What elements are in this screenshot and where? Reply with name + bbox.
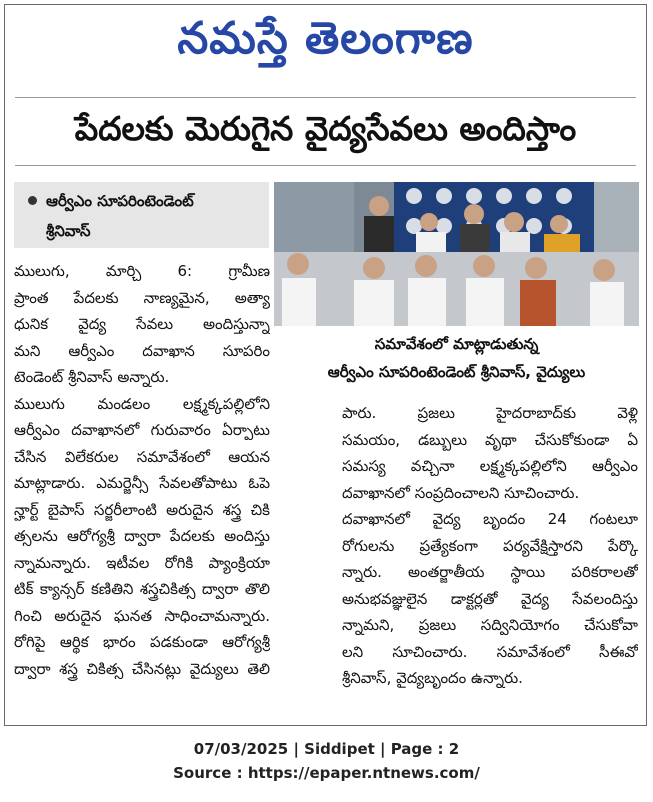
photo-caption (274, 330, 639, 386)
article-line: దవాఖానలో వైద్య బృందం 24 గంటలూ (342, 510, 638, 528)
article-line: త్సలను ఆరోగ్యశ్రీ ద్వారా పేదలకు అందిస్తు (14, 527, 270, 545)
article-line: ప్రాంత పేదలకు నాణ్యమైన, అత్యా (14, 288, 270, 307)
article-line: న్హార్ట్ బైపాస్ సర్జరీలాంటి అరుదైన శస్త్ర చికి (14, 500, 270, 519)
article-line: అనుభవజ్ఞులైన డాక్టర్లతో వైద్య సేవలందిస్తు (342, 589, 638, 608)
article-line: రోగిపై ఆర్థిక భారం పడకుండా ఆరోగ్యశ్రీ (14, 633, 270, 651)
article-line: దవాఖానలో సంప్రదించాలని సూచించారు. (342, 483, 580, 502)
masthead (5, 5, 646, 89)
source-info: Source : https://epaper.ntnews.com/ (173, 764, 480, 782)
masthead-title: నమస్తే తెలంగాణ (177, 13, 474, 64)
article-column-right (342, 400, 638, 692)
article-line: టిక్ క్యాన్సర్ కణితిని శస్త్రచికిత్స ద్వారా తొలి (14, 580, 270, 598)
article-column-left (14, 258, 270, 682)
bullet-dot (28, 196, 37, 205)
news-photo (274, 182, 639, 326)
caption-line-2: ఆర్వీఎం సూపరింటెండెంట్ శ్రీనివాస్, వైద్యులు (327, 363, 586, 381)
article-line: ఆర్వీఎం దవాఖానలో గురువారం ఏర్పాటు (14, 421, 270, 439)
article-line: ములుగు మండలం లక్ష్మక్కపల్లిలోని (14, 394, 270, 413)
article-line: ధునిక వైద్య సేవలు అందిస్తున్నా (14, 315, 270, 333)
article-line: సమయం, డబ్బులు వృథా చేసుకోకుండా ఏ (342, 430, 638, 449)
edition-info: 07/03/2025 | Siddipet | Page : 2 (193, 740, 460, 758)
subheading-text (46, 186, 194, 246)
article-line: న్నామని, ప్రజలు సద్వినియోగం చేసుకోవా (342, 616, 638, 634)
article-line: మాట్లాడారు. ఎమర్జెన్సీ సేవలతోపాటు ఓపె (14, 474, 270, 492)
photo-illustration (274, 182, 639, 326)
article-line: న్నారు. అంతర్జాతీయ స్థాయి పరికరాలతో (342, 563, 638, 581)
subheading-line-2: శ్రీనివాస్ (46, 222, 91, 240)
article-line: మని ఆర్వీఎం దవాఖాన సూపరిం (14, 341, 270, 360)
article-line: పారు. ప్రజలు హైదరాబాద్‌కు వెళ్లి (342, 404, 638, 422)
article-line: రోగులను ప్రత్యేకంగా పర్యవేక్షిస్తారని పేర్కొ (342, 536, 638, 555)
article-line: శ్రీనివాస్, వైద్యబృందం ఉన్నారు. (342, 669, 523, 687)
article-line: గించి అరుదైన ఘనత సాధించామన్నారు. (14, 606, 270, 625)
caption-line-1: సమావేశంలో మాట్లాడుతున్న (374, 335, 539, 353)
masthead-divider (15, 97, 636, 98)
headline-divider (15, 165, 636, 166)
article-line: లని సూచించారు. సమావేశంలో సీఈవో (342, 642, 638, 661)
headline: పేదలకు మెరుగైన వైద్యసేవలు అందిస్తాం (74, 109, 577, 148)
article-line: ద్వారా శస్త్ర చికిత్స చేసినట్లు వైద్యులు తెలి (14, 659, 270, 678)
subheading-line-1: ఆర్వీఎం సూపరింటెండెంట్ (46, 192, 194, 210)
article-line: టెండెంట్ శ్రీనివాస్ అన్నారు. (14, 368, 170, 386)
article-line: ములుగు, మార్చి 6: గ్రామీణ (14, 262, 270, 280)
article-line: సమస్య వచ్చినా లక్ష్మక్కపల్లిలోని ఆర్వీఎం (342, 457, 638, 475)
subheading-box (14, 182, 269, 248)
article-line: చేసిన విలేకరుల సమావేశంలో ఆయన (14, 447, 270, 466)
article-line: న్నామన్నారు. ఇటీవల రోగికి ప్యాంక్రియా (14, 553, 270, 572)
